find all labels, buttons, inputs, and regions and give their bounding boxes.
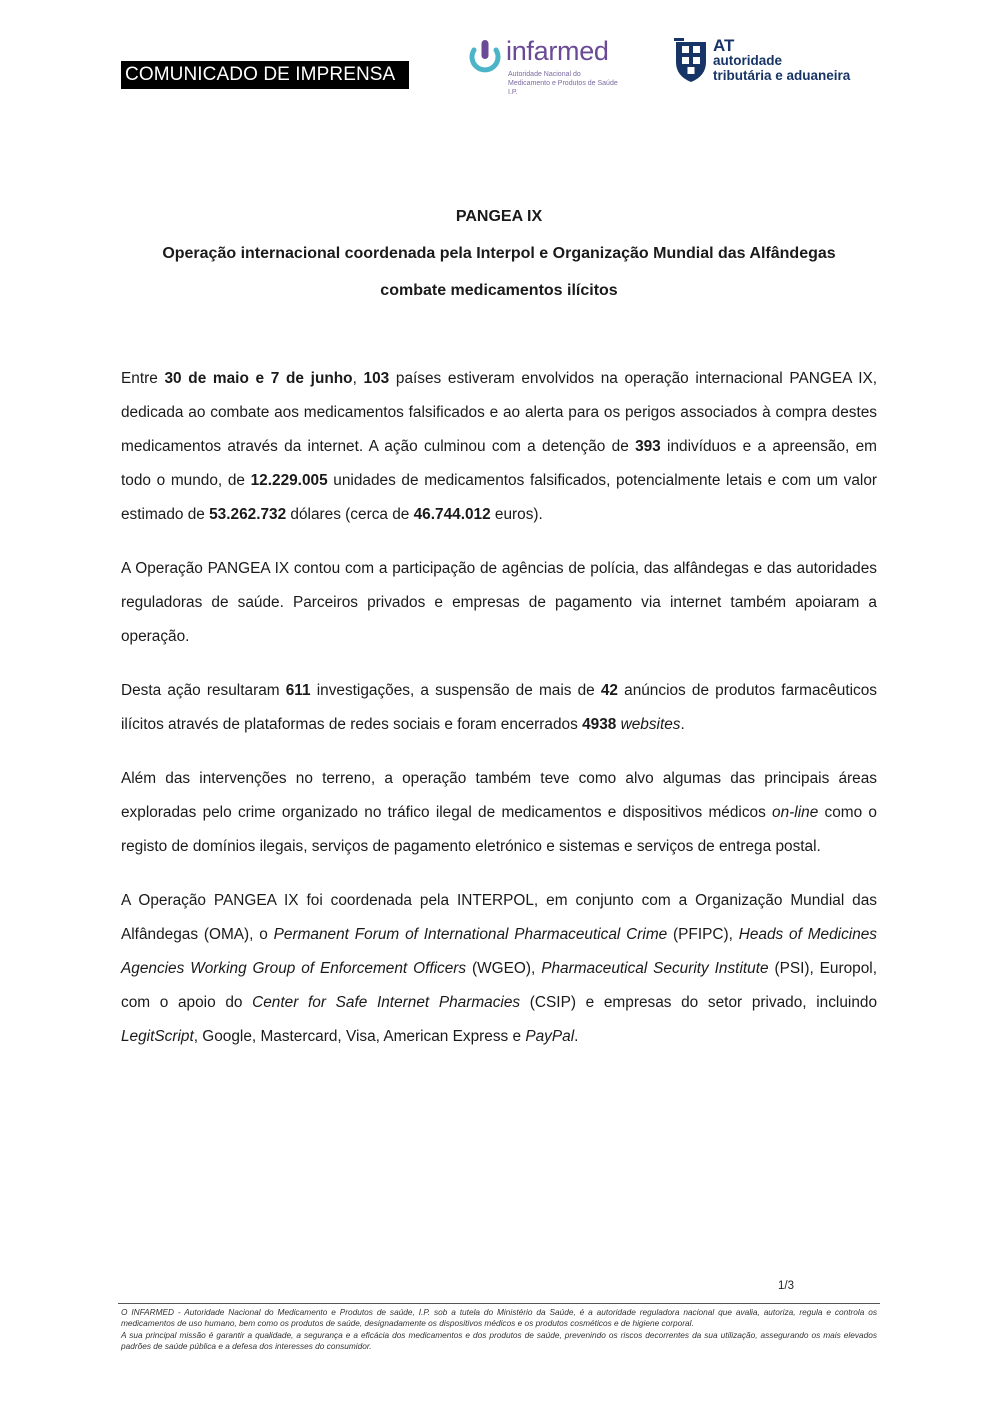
text-run: Entre [121,370,165,387]
text-run: (PFIPC), [667,926,739,943]
text-run: A Operação PANGEA IX contou com a participação de agências de polícia, das alfândegas e das autoridades reguladoras de saúde. Parceiros privados e empresas de pagamento via internet também apoiaram a operação. [121,560,877,645]
italic-term: Center for Safe Internet Pharmacies [252,994,521,1011]
text-run: Desta ação resultaram [121,682,286,699]
text-run: países estiveram envolvidos na operação internacional PANGEA IX, dedicada ao combate aos medicamentos falsificados e ao alerta para os perigos associados à compra destes medicamentos através da internet. A ação culminou com a detenção de [121,370,878,455]
text-run: (WGEO), [466,960,542,977]
highlight-units-seized: 12.229.005 [250,472,328,489]
paragraph-5 [121,884,877,1054]
text-run: . [574,1028,579,1045]
highlight-websites-closed: 4938 [582,716,617,733]
text-run: dólares (cerca de [286,506,414,523]
text-run: A Operação PANGEA IX foi coordenada pela INTERPOL, em conjunto com a Organização Mundial das Alfândegas (OMA), o [121,892,877,943]
text-run: (CSIP) e empresas do setor privado, incluindo [520,994,878,1011]
footer-line-2: A sua principal missão é garantir a qualidade, a segurança e a eficácia dos medicamentos e dos produtos de saúde, prevenindo os riscos decorrentes da sua utilização, assegurando os mais elevados padrões de saúde pública e a defesa dos interesses do consumidor. [121,1329,877,1352]
text-run: euros). [490,506,543,523]
at-crest-icon [672,36,710,84]
footer-divider [118,1303,880,1304]
infarmed-logo [466,36,626,96]
at-name-line1: autoridade [713,53,783,68]
at-name-line2: tributária e aduaneira [713,68,851,83]
text-run: (PSI), Europol, com o apoio do [121,960,877,1011]
text-run: investigações, a suspensão de mais de [310,682,601,699]
text-run: anúncios de produtos farmacêuticos ilícitos através de plataformas de redes sociais e foram encerrados [121,682,877,733]
at-logo [672,36,872,88]
italic-term: PayPal [525,1028,575,1045]
paragraph-2 [121,552,877,654]
footer-disclaimer [121,1307,877,1353]
italic-term: Pharmaceutical Security Institute [541,960,769,977]
paragraph-3 [121,674,877,742]
highlight-countries: 103 [363,370,390,387]
italic-term: on-line [772,804,819,821]
italic-term: Permanent Forum of International Pharmaceutical Crime [273,926,668,943]
italic-term: LegitScript [121,1028,194,1045]
title-headline: Operação internacional coordenada pela Interpol e Organização Mundial das Alfândegas [162,245,836,262]
title-subheadline: combate medicamentos ilícitos [380,282,618,299]
text-run: como o registo de domínios ilegais, serviços de pagamento eletrónico e sistemas e serviços de entrega postal. [121,804,877,855]
highlight-arrests: 393 [635,438,661,455]
italic-term: Heads of Medicines Agencies Working Group of Enforcement Officers [121,926,878,977]
highlight-value-usd: 53.262.732 [209,506,287,523]
paragraph-1 [121,362,877,532]
title-operation-name: PANGEA IX [455,208,543,225]
highlight-dates: 30 de maio e 7 de junho [164,370,353,387]
highlight-investigations: 611 [285,682,311,699]
page-number: 1/3 [778,1280,794,1292]
article-body [121,362,877,1074]
text-run: , [352,370,364,387]
at-name [713,53,850,83]
highlight-value-eur: 46.744.012 [413,506,491,523]
infarmed-subtitle: Autoridade Nacional do Medicamento e Produtos de Saúde I.P. [508,71,618,96]
text-run: . [680,716,685,733]
press-release-label: COMUNICADO DE IMPRENSA [121,61,409,89]
at-abbreviation: AT [713,36,735,55]
text-run: indivíduos e a apreensão, em todo o mundo, de [121,438,877,489]
infarmed-symbol-icon [468,40,502,74]
footer-line-1: O INFARMED - Autoridade Nacional do Medicamento e Produtos de saúde, I.P. sob a tutela do Ministério da Saúde, é a autoridade reguladora nacional que avalia, autoriza, regula e controla os medicamentos de uso humano, bem como os produtos de saúde, designadamente os dispositivos médicos e os produtos cosméticos e de higiene corporal. [121,1307,877,1329]
highlight-ads-suspended: 42 [600,682,618,699]
text-run: unidades de medicamentos falsificados, potencialmente letais e com um valor estimado de [121,472,877,523]
paragraph-4 [121,762,877,864]
title-block [121,198,877,309]
text-run: Além das intervenções no terreno, a operação também teve como alvo algumas das principais áreas exploradas pelo crime organizado no tráfico ilegal de medicamentos e dispositivos médicos [121,770,877,821]
italic-term: websites [620,716,681,733]
text-run: , Google, Mastercard, Visa, American Express e [193,1028,526,1045]
infarmed-wordmark: infarmed [506,36,609,66]
